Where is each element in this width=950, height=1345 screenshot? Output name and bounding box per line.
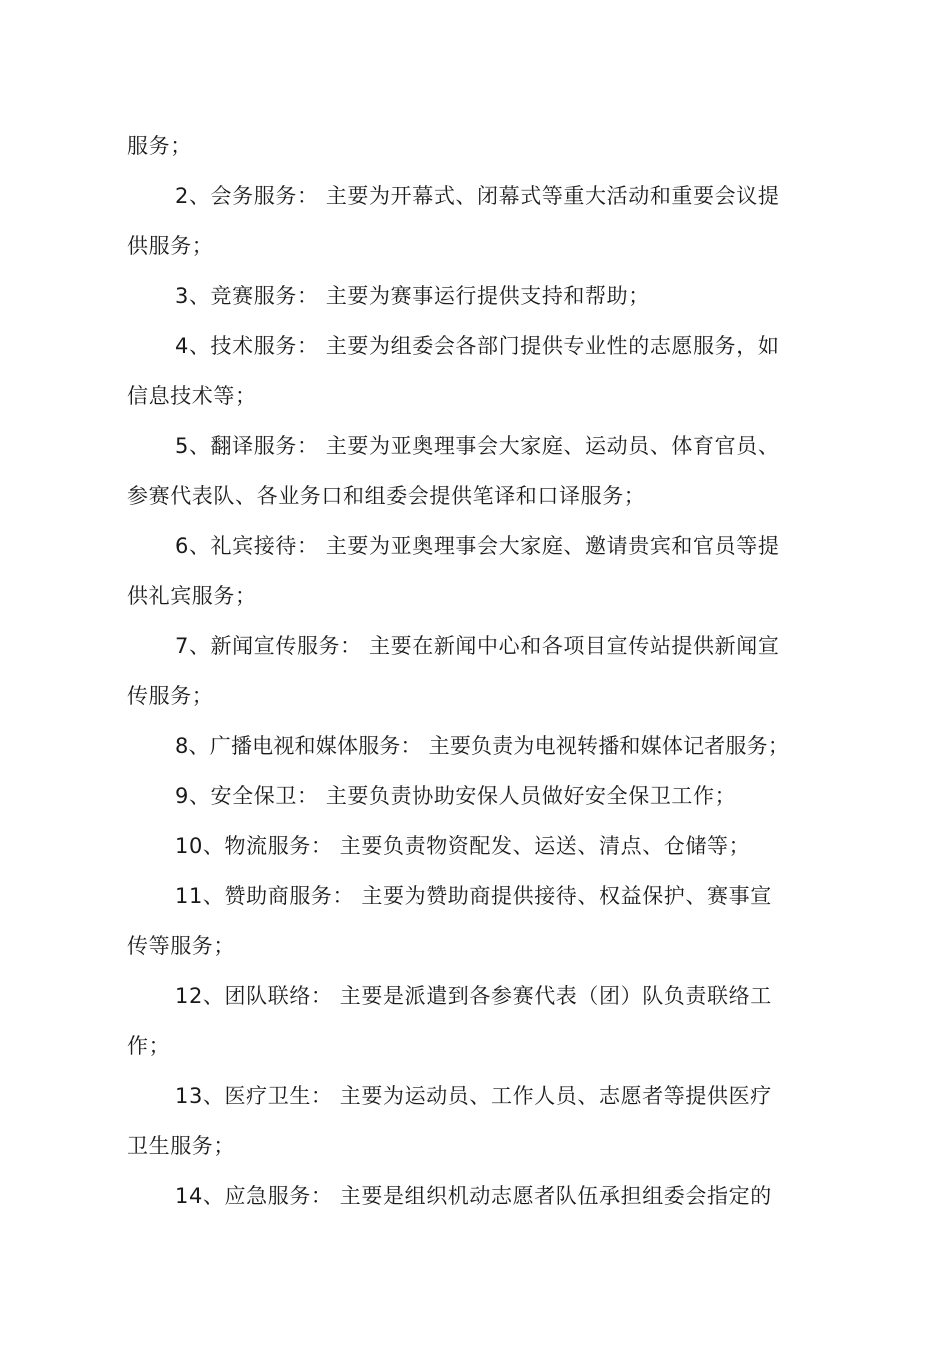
text-line: 7、新闻宣传服务： 主要在新闻中心和各项目宣传站提供新闻宣 — [175, 634, 780, 658]
text-line: 9、安全保卫： 主要负责协助安保人员做好安全保卫工作； — [175, 784, 737, 808]
text-line: 供礼宾服务； — [127, 584, 257, 608]
text-line: 5、翻译服务： 主要为亚奥理事会大家庭、运动员、体育官员、 — [175, 434, 780, 458]
text-line: 传服务； — [127, 684, 214, 708]
text-line: 14、应急服务： 主要是组织机动志愿者队伍承担组委会指定的 — [175, 1184, 772, 1208]
text-line: 参赛代表队、各业务口和组委会提供笔译和口译服务； — [127, 484, 646, 508]
text-line: 8、广播电视和媒体服务： 主要负责为电视转播和媒体记者服务； — [175, 734, 790, 758]
text-line: 12、团队联络： 主要是派遣到各参赛代表（团）队负责联络工 — [175, 984, 772, 1008]
text-line: 作； — [127, 1034, 171, 1058]
text-line: 3、竞赛服务： 主要为赛事运行提供支持和帮助； — [175, 284, 650, 308]
text-line: 6、礼宾接待： 主要为亚奥理事会大家庭、邀请贵宾和官员等提 — [175, 534, 780, 558]
text-line: 卫生服务； — [127, 1134, 235, 1158]
document-body — [127, 121, 792, 1221]
text-line: 服务； — [127, 134, 192, 158]
text-line: 信息技术等； — [127, 384, 257, 408]
text-line: 传等服务； — [127, 934, 235, 958]
text-line: 2、会务服务： 主要为开幕式、闭幕式等重大活动和重要会议提 — [175, 184, 780, 208]
text-line: 11、赞助商服务： 主要为赞助商提供接待、权益保护、赛事宣 — [175, 884, 772, 908]
text-line: 4、技术服务： 主要为组委会各部门提供专业性的志愿服务，如 — [175, 334, 780, 358]
text-line: 13、医疗卫生： 主要为运动员、工作人员、志愿者等提供医疗 — [175, 1084, 772, 1108]
text-line: 10、物流服务： 主要负责物资配发、运送、清点、仓储等； — [175, 834, 751, 858]
text-line: 供服务； — [127, 234, 214, 258]
